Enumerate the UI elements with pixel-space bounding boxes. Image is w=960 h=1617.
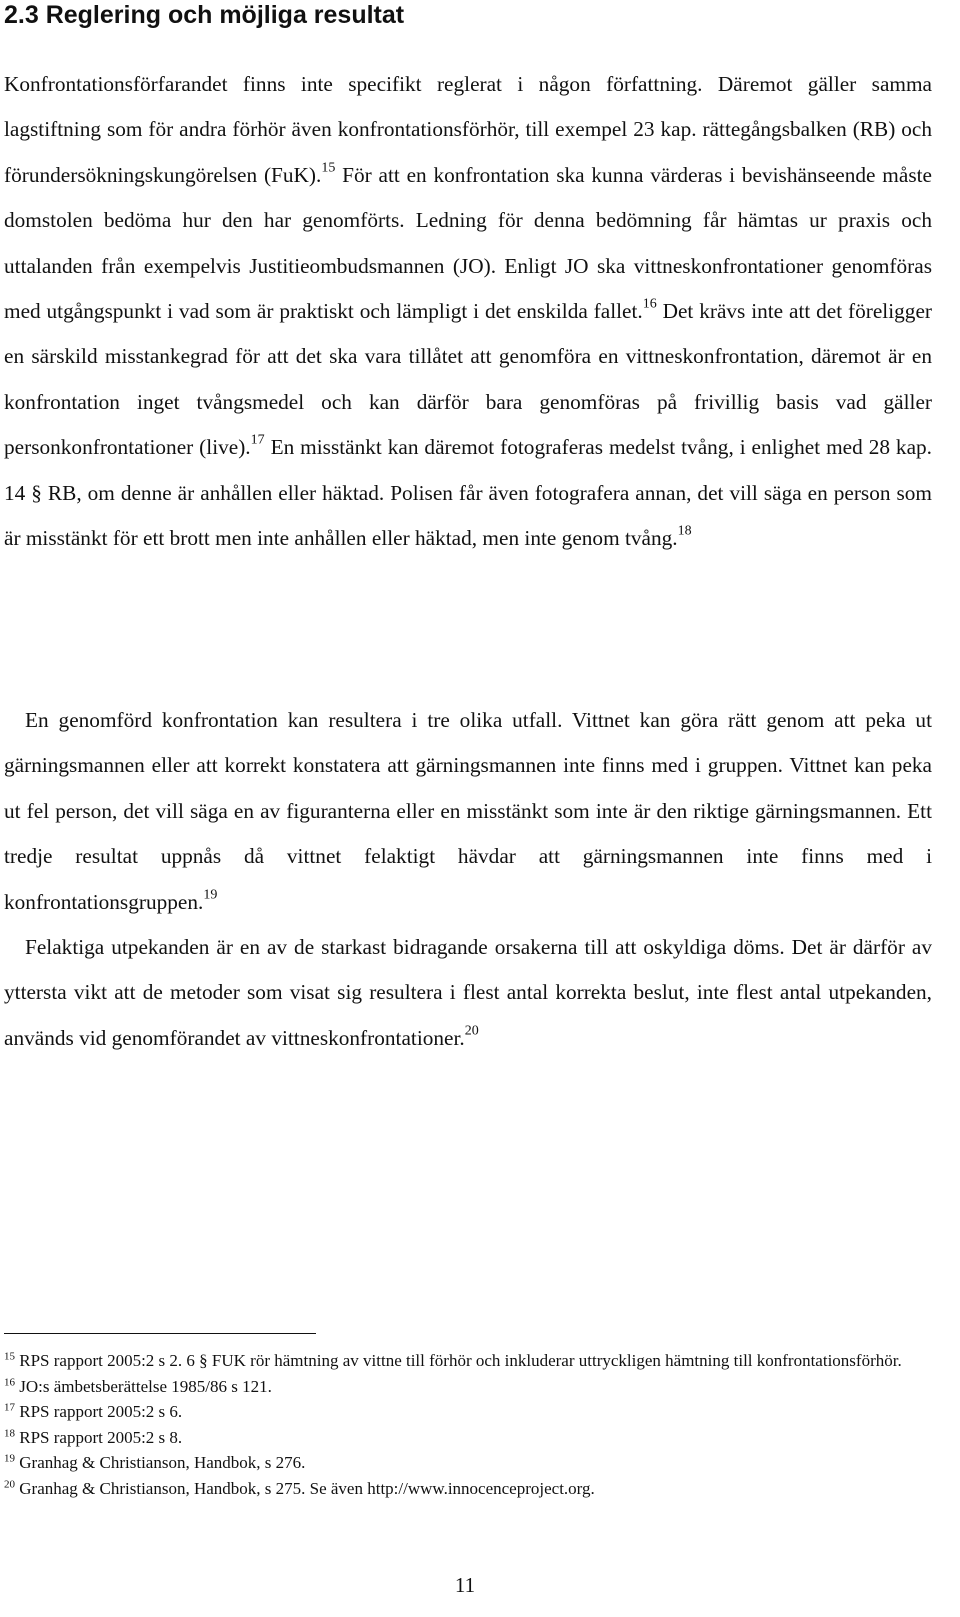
footnote-text: RPS rapport 2005:2 s 6. xyxy=(19,1402,183,1422)
footnote-text: JO:s ämbetsberättelse 1985/86 s 121. xyxy=(19,1376,272,1396)
footnote-ref-19[interactable]: 19 xyxy=(203,887,218,903)
paragraph-text: Felaktiga utpekanden är en av de starkast bidragande orsakerna till att oskyldiga döms. Det är därför av yttersta vikt att de metoder som visat sig resultera i flest antal korrekta beslut, inte flest antal utpekanden, används vid genomförandet av vittneskonfrontationer. xyxy=(4,935,932,1050)
footnote-17 xyxy=(4,1399,904,1425)
footnote-number: 19 xyxy=(4,1452,15,1465)
footnote-ref-17[interactable]: 17 xyxy=(250,432,265,448)
footnotes-section xyxy=(4,1348,904,1502)
footnote-text: RPS rapport 2005:2 s 8. xyxy=(19,1427,183,1447)
paragraph-text: För att en konfrontation ska kunna värderas i bevishänseende måste domstolen bedöma hur den har genomförts. Ledning för denna bedömning får hämtas ur praxis och uttalanden från exempelvis Justitieombudsmannen (JO). Enligt JO ska vittneskonfrontationer genomföras med utgångspunkt i vad som är praktiskt och lämpligt i det enskilda fallet. xyxy=(4,162,932,324)
footnote-ref-15[interactable]: 15 xyxy=(321,160,336,176)
paragraph-text: Det krävs inte att det föreligger en särskild misstankegrad för att det ska vara tillåtet att genomföra en vittneskonfrontation, däremot är en konfrontation inget tvångsmedel och kan därför bara genomföras på frivillig basis vad gäller personkonfrontationer (live). xyxy=(4,299,932,460)
footnote-18 xyxy=(4,1425,904,1451)
footnote-number: 16 xyxy=(4,1376,15,1388)
paragraph-false-identifications xyxy=(4,925,932,1061)
footnote-ref-18[interactable]: 18 xyxy=(677,523,692,539)
paragraph-text: Konfrontationsförfarandet finns inte specifikt reglerat i någon författning. Däremot gäller samma lagstiftning som för andra förhör även konfrontationsförhör, till exempel 23 kap. rättegångsbalken (RB) och förundersökningskungörelsen (FuK). xyxy=(4,72,932,187)
footnote-number: 17 xyxy=(4,1401,15,1414)
footnote-text: Granhag & Christianson, Handbok, s 276. xyxy=(19,1453,306,1473)
footnote-separator xyxy=(4,1333,316,1334)
footnote-15 xyxy=(4,1348,904,1374)
footnote-text: Granhag & Christianson, Handbok, s 275. Se även http://www.innocenceproject.org. xyxy=(19,1478,595,1498)
footnote-number: 15 xyxy=(4,1350,15,1363)
paragraph-text: En genomförd konfrontation kan resultera i tre olika utfall. Vittnet kan göra rätt genom att peka ut gärningsmannen eller att korrekt konstatera att gärningsmannen inte finns med i gruppen. Vittnet kan peka ut fel person, det vill säga en av figuranterna eller en misstänkt som inte är den riktige gärningsmannen. Ett tredje resultat uppnås då vittnet felaktigt hävdar att gärningsmannen inte finns med i konfrontationsgruppen. xyxy=(4,708,932,914)
footnote-19 xyxy=(4,1450,904,1476)
footnote-number: 20 xyxy=(4,1478,15,1491)
footnote-ref-20[interactable]: 20 xyxy=(464,1023,479,1039)
footnote-20 xyxy=(4,1476,904,1502)
footnote-16 xyxy=(4,1374,904,1400)
footnote-number: 18 xyxy=(4,1427,15,1440)
footnote-ref-16[interactable]: 16 xyxy=(642,296,657,312)
paragraph-outcomes xyxy=(4,698,932,925)
section-heading: 2.3 Reglering och möjliga resultat xyxy=(4,1,405,29)
page-number: 11 xyxy=(454,1573,476,1597)
paragraph-text: En misstänkt kan däremot fotograferas medelst tvång, i enlighet med 28 kap. 14 § RB, om denne är anhållen eller häktad. Polisen får även fotografera annan, det vill säga en person som är misstänkt för ett brott men inte anhållen eller häktad, men inte genom tvång. xyxy=(4,435,932,551)
footnote-text: RPS rapport 2005:2 s 2. 6 § FUK rör hämtning av vittne till förhör och inkluderar uttryckligen hämtning till konfrontationsförhör. xyxy=(19,1351,902,1370)
paragraph-regulation xyxy=(4,62,932,561)
